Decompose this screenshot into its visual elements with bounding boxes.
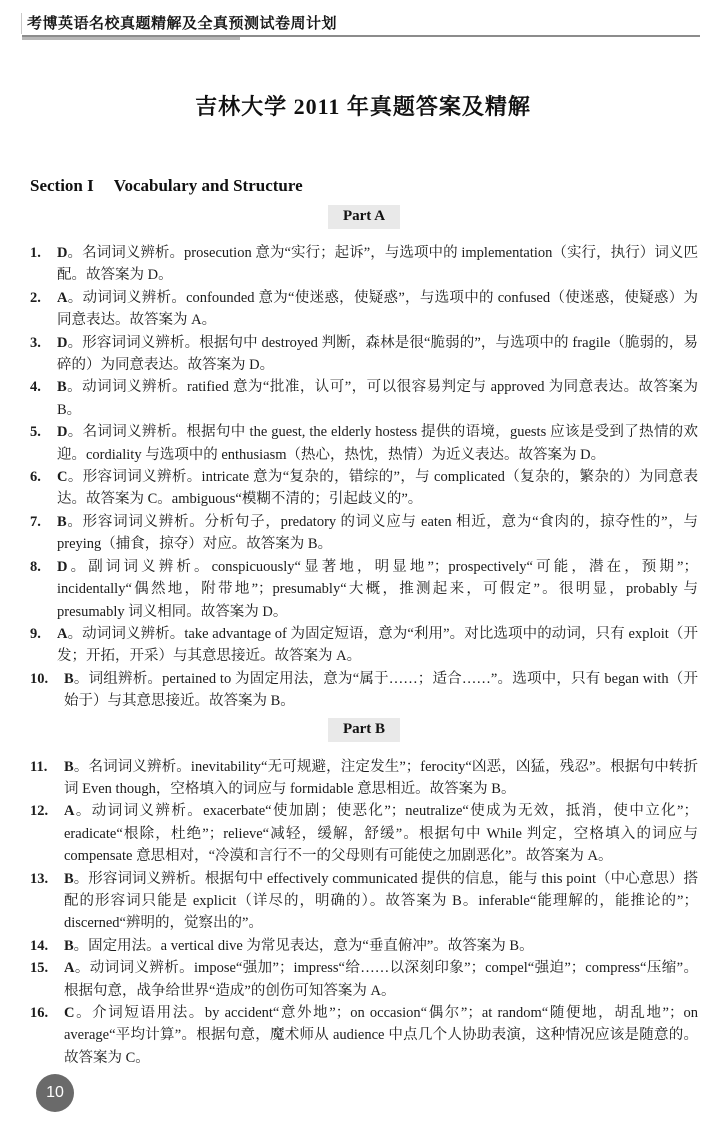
- page-title: 吉林大学 2011 年真题答案及精解: [195, 94, 531, 119]
- answer-item: [30, 332, 698, 377]
- item-number: 9.: [30, 625, 41, 642]
- answer-item: [30, 287, 698, 332]
- section-name: Vocabulary and Structure: [113, 176, 303, 195]
- answer-item: [30, 623, 698, 668]
- answer-item: [30, 421, 698, 466]
- item-number: 11.: [30, 758, 48, 775]
- item-number: 16.: [30, 1005, 49, 1021]
- item-text: 。动词词义辨析。ratified 意为“批准，认可”，可以很容易判定与 approved 为同意表达。故答案为 B。: [57, 379, 698, 418]
- item-number: 7.: [30, 513, 41, 530]
- item-number: 8.: [30, 558, 41, 575]
- header-rule-accent: [22, 37, 240, 40]
- item-number: 15.: [30, 960, 49, 977]
- item-answer: B: [64, 870, 74, 887]
- item-text: 。固定用法。a vertical dive 为常见表达，意为“垂直俯冲”。故答案为 B。: [73, 937, 534, 954]
- item-text: 。动词词义辨析。take advantage of 为固定短语，意为“利用”。对比选项中的动词，只有 exploit（开发；开拓，开采）与其意思接近。故答案为 A。: [57, 625, 698, 665]
- item-number: 13.: [30, 870, 49, 887]
- item-number: 1.: [30, 245, 41, 261]
- item-answer: D: [57, 334, 68, 351]
- item-answer: A: [57, 289, 68, 306]
- item-answer: B: [64, 758, 74, 775]
- section-heading: [30, 176, 303, 196]
- answer-item: [30, 242, 698, 287]
- item-number: 14.: [30, 937, 49, 954]
- item-text: 。动词词义辨析。confounded 意为“使迷惑，使疑惑”，与选项中的 confused（使迷惑，使疑惑）为同意表达。故答案为 A。: [57, 289, 698, 329]
- page-number-badge: 10: [36, 1074, 74, 1112]
- item-text: 。形容词词义辨析。根据句中 effectively communicated 提供的信息，能与 this point（中心意思）搭配的形容词只能是 explicit（详尽的，明确的）。故答案为 B。inferable“能理解的，能推论的”；discerned“辨明的，觉察出的”。: [64, 870, 698, 932]
- answer-item: [30, 957, 698, 1002]
- item-answer: B: [64, 937, 74, 954]
- answer-item: [30, 800, 698, 867]
- item-answer: A: [64, 803, 75, 820]
- item-text: 。形容词词义辨析。intricate 意为“复杂的，错综的”，与 complicated（复杂的，繁杂的）为同意表达。故答案为 C。ambiguous“模糊不清的；引起歧义的”。: [57, 469, 698, 508]
- answer-item: [30, 668, 698, 713]
- item-text: 。动词词义辨析。exacerbate“使加剧；使恶化”；neutralize“使成为无效，抵消，使中立化”；eradicate“根除，杜绝”；relieve“减轻，缓解，舒缓”。根据句中 While 判定，空格填入的词应与 compensate 意思相对，“冷漠和言行不一的父母则有可能使之加剧恶化”。故答案为 A。: [64, 803, 698, 865]
- part-b-label: Part B: [328, 718, 400, 742]
- item-number: 4.: [30, 379, 41, 396]
- item-text: 。动词词义辨析。impose“强加”；impress“给……以深刻印象”；compel“强迫”；compress“压缩”。根据句意，战争给世界“造成”的创伤可知答案为 A。: [64, 960, 698, 999]
- item-answer: B: [57, 379, 67, 396]
- running-header: 考博英语名校真题精解及全真预测试卷周计划: [27, 16, 338, 32]
- item-answer: D: [57, 245, 68, 261]
- item-number: 12.: [30, 803, 49, 820]
- answer-item: [30, 1002, 698, 1069]
- item-text: 。名词词义辨析。根据句中 the guest, the elderly hostess 提供的语境，guests 应该是受到了热情的欢迎。cordiality 与选项中的 enthusiasm（热心，热忱，热情）为近义表达。故答案为 D。: [57, 424, 698, 463]
- item-answer: C: [57, 469, 68, 486]
- answer-item: [30, 868, 698, 935]
- answer-item: [30, 756, 698, 801]
- item-text: 。形容词词义辨析。根据句中 destroyed 判断，森林是很“脆弱的”，与选项中的 fragile（脆弱的，易碎的）为同意表达。故答案为 D。: [57, 334, 698, 374]
- item-text: 。介词短语用法。by accident“意外地”；on occasion“偶尔”；at random“随便地，胡乱地”；on average“平均计算”。根据句意，魔术师从 audience 中点几个人协助表演，这种情况应该是随意的。故答案为 C。: [64, 1005, 698, 1066]
- item-text: 。副词词义辨析。conspicuously“显著地，明显地”；prospectively“可能，潜在，预期”；incidentally“偶然地，附带地”；presumably“大概，推测起来，可假定”。很明显，probably 与 presumably 词义相同。故答案为 D。: [57, 558, 698, 620]
- answer-item: [30, 935, 698, 957]
- answer-item: [30, 466, 698, 511]
- item-answer: D: [57, 424, 68, 441]
- section-label: Section I: [30, 176, 94, 195]
- answer-item: [30, 556, 698, 623]
- answer-item: [30, 511, 698, 556]
- item-text: 。名词词义辨析。prosecution 意为“实行；起诉”，与选项中的 implementation（实行，执行）词义匹配。故答案为 D。: [57, 245, 698, 284]
- item-answer: A: [64, 960, 75, 977]
- item-text: 。形容词词义辨析。分析句子，predatory 的词义应与 eaten 相近，意为“食肉的，掠夺性的”，与 preying（捕食，掠夺）对应。故答案为 B。: [57, 513, 698, 553]
- item-answer: A: [57, 625, 68, 642]
- answer-item: [30, 376, 698, 421]
- item-number: 3.: [30, 334, 41, 351]
- header-left-tick: [21, 13, 22, 34]
- item-text: 。名词词义辨析。inevitability“无可规避，注定发生”；ferocity“凶恶，凶猛，残忍”。根据句中转折词 Even though，空格填入的词应与 formidable 意思相近。故答案为 B。: [64, 758, 698, 797]
- item-answer: B: [64, 670, 74, 687]
- item-number: 6.: [30, 469, 41, 486]
- part-a-label: Part A: [328, 205, 400, 229]
- item-number: 2.: [30, 289, 41, 306]
- item-number: 10.: [30, 670, 49, 687]
- part-a-items: [30, 242, 698, 713]
- item-answer: B: [57, 513, 67, 530]
- item-number: 5.: [30, 424, 41, 441]
- answer-key-content: [30, 205, 698, 1069]
- item-answer: D: [57, 558, 68, 575]
- part-b-items: [30, 756, 698, 1070]
- item-answer: C: [64, 1005, 75, 1021]
- item-text: 。词组辨析。pertained to 为固定用法，意为“属于……；适合……”。选项中，只有 began with（开始于）与其意思接近。故答案为 B。: [64, 670, 698, 710]
